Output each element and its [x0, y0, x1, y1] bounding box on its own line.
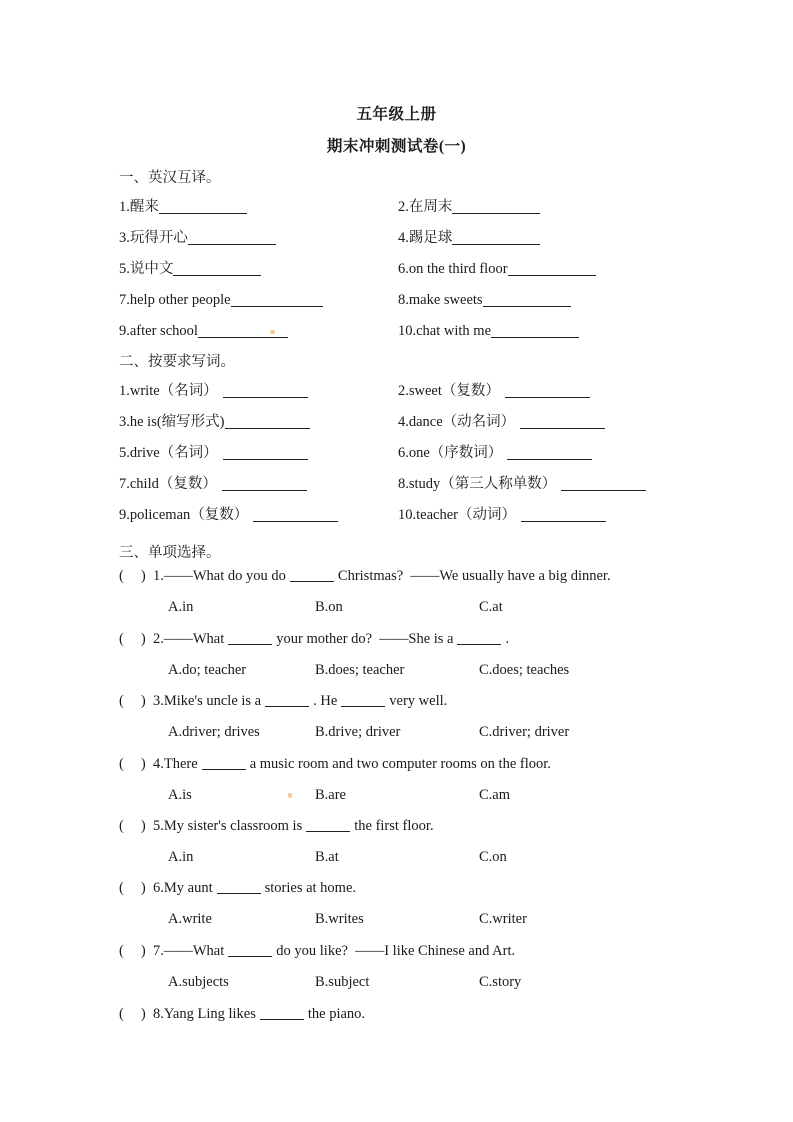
mc-question-4 — [119, 754, 551, 774]
mc-option-2-a[interactable]: A.do; teacher — [168, 662, 247, 678]
translation-item-2-label: 2.在周末 — [398, 199, 453, 215]
mc-question-8 — [119, 1004, 365, 1024]
answer-blank[interactable] — [507, 445, 592, 460]
translation-item-8-label: 8.make sweets — [398, 292, 483, 308]
word-form-item-1 — [119, 381, 308, 401]
word-form-row — [0, 474, 793, 505]
mc-question-3-stem-a: Mike's uncle is a — [163, 693, 262, 709]
mc-option-4-a[interactable]: A.is — [168, 787, 192, 803]
word-form-item-3 — [119, 412, 310, 432]
word-form-row — [0, 443, 793, 474]
mc-options-3 — [0, 722, 793, 746]
mc-question-7-number: 7. — [153, 943, 164, 959]
mc-question-8-number: 8. — [153, 1006, 164, 1022]
mc-option-3-a[interactable]: A.driver; drives — [168, 724, 260, 740]
mc-question-2-stem-c: ——She is a — [379, 631, 454, 647]
mc-question-1-stem-a: ——What do you do — [163, 568, 286, 584]
answer-blank[interactable] — [228, 631, 272, 645]
answer-blank[interactable] — [225, 414, 310, 429]
translation-item-7 — [119, 290, 323, 310]
mc-question-4-stem-a: There — [163, 756, 198, 772]
mc-option-7-a[interactable]: A.subjects — [168, 974, 229, 990]
mc-question-5-number: 5. — [153, 818, 164, 834]
translation-item-6 — [398, 259, 596, 279]
word-form-item-7-label: 7.child（复数） — [119, 476, 217, 492]
translation-item-9 — [119, 321, 288, 341]
answer-blank[interactable] — [253, 507, 338, 522]
mc-question-3-stem-c: very well. — [389, 693, 448, 709]
translation-item-5-label: 5.说中文 — [119, 261, 174, 277]
mc-question-6-number: 6. — [153, 880, 164, 896]
translation-item-3 — [119, 228, 276, 248]
mc-option-6-b[interactable]: B.writes — [315, 911, 364, 927]
answer-blank[interactable] — [228, 943, 272, 957]
word-form-item-9 — [119, 505, 338, 525]
word-form-item-4 — [398, 412, 605, 432]
translation-row — [0, 259, 793, 290]
translation-item-7-label: 7.help other people — [119, 292, 231, 308]
answer-bracket-1[interactable]: ( ) — [119, 568, 146, 584]
mc-options-2 — [0, 660, 793, 684]
mc-question-8-stem-a: Yang Ling likes — [163, 1006, 256, 1022]
answer-blank[interactable] — [508, 261, 596, 276]
mc-question-4-stem-b: a music room and two computer rooms on the floor. — [249, 756, 551, 772]
translation-item-2 — [398, 197, 540, 217]
translation-item-5 — [119, 259, 261, 279]
translation-item-1 — [119, 197, 247, 217]
answer-blank[interactable] — [341, 693, 385, 707]
word-form-item-1-label: 1.write（名词） — [119, 383, 218, 399]
mc-option-6-a[interactable]: A.write — [168, 911, 212, 927]
word-form-item-5-label: 5.drive（名词） — [119, 445, 218, 461]
word-form-item-6-label: 6.one（序数词） — [398, 445, 503, 461]
section-heading-translation: 一、英汉互译。 — [119, 170, 221, 186]
word-form-item-10-label: 10.teacher（动词） — [398, 507, 516, 523]
answer-blank[interactable] — [223, 445, 308, 460]
answer-blank[interactable] — [290, 568, 334, 582]
word-form-row — [0, 505, 793, 536]
mc-question-5-stem-a: My sister's classroom is — [163, 818, 303, 834]
mc-question-3 — [119, 691, 447, 711]
word-form-row — [0, 412, 793, 443]
word-form-item-8 — [398, 474, 646, 494]
mc-question-7-stem-b: do you like? — [276, 943, 348, 959]
answer-blank[interactable] — [260, 1006, 304, 1020]
mc-option-2-b[interactable]: B.does; teacher — [315, 662, 405, 678]
mc-option-7-c[interactable]: C.story — [479, 974, 522, 990]
mc-options-4 — [0, 785, 793, 809]
translation-row — [0, 228, 793, 259]
answer-blank[interactable] — [452, 230, 540, 245]
mc-option-3-c[interactable]: C.driver; driver — [479, 724, 570, 740]
mc-option-5-c[interactable]: C.on — [479, 849, 507, 865]
answer-blank[interactable] — [265, 693, 309, 707]
mc-question-3-number: 3. — [153, 693, 164, 709]
answer-bracket-2[interactable]: ( ) — [119, 631, 146, 647]
translation-item-10 — [398, 321, 579, 341]
mc-option-3-b[interactable]: B.drive; driver — [315, 724, 401, 740]
answer-blank[interactable] — [217, 880, 261, 894]
page-title-grade: 五年级上册 — [356, 106, 437, 123]
word-form-item-9-label: 9.policeman（复数） — [119, 507, 249, 523]
translation-row — [0, 321, 793, 352]
word-form-item-2 — [398, 381, 590, 401]
mc-option-7-b[interactable]: B.subject — [315, 974, 370, 990]
word-form-item-5 — [119, 443, 308, 463]
answer-blank[interactable] — [222, 476, 307, 491]
mc-question-7-stem-c: ——I like Chinese and Art. — [355, 943, 516, 959]
answer-bracket-8[interactable]: ( ) — [119, 1006, 146, 1022]
page-title-exam: 期末冲刺测试卷(一) — [326, 138, 467, 155]
answer-bracket-4[interactable]: ( ) — [119, 756, 146, 772]
answer-blank[interactable] — [173, 261, 261, 276]
word-form-item-7 — [119, 474, 307, 494]
section-heading-multiple-choice: 三、单项选择。 — [119, 545, 221, 561]
scan-artifact — [288, 793, 292, 798]
mc-question-6-stem-a: My aunt — [163, 880, 213, 896]
answer-blank[interactable] — [231, 292, 323, 307]
translation-item-9-label: 9.after school — [119, 323, 198, 339]
mc-option-2-c[interactable]: C.does; teaches — [479, 662, 570, 678]
answer-bracket-6[interactable]: ( ) — [119, 880, 146, 896]
scan-artifact — [270, 330, 275, 334]
answer-blank[interactable] — [306, 818, 350, 832]
word-form-item-2-label: 2.sweet（复数） — [398, 383, 500, 399]
mc-question-2-number: 2. — [153, 631, 164, 647]
mc-options-7 — [0, 972, 793, 996]
answer-bracket-5[interactable]: ( ) — [119, 818, 146, 834]
mc-question-7 — [119, 941, 515, 961]
word-form-item-10 — [398, 505, 606, 525]
mc-question-1 — [119, 566, 611, 586]
translation-item-6-label: 6.on the third floor — [398, 261, 508, 277]
answer-blank[interactable] — [223, 383, 308, 398]
answer-blank[interactable] — [521, 507, 606, 522]
mc-option-4-c[interactable]: C.am — [479, 787, 511, 803]
mc-question-1-stem-c: ——We usually have a big dinner. — [410, 568, 611, 584]
mc-question-6-stem-b: stories at home. — [264, 880, 357, 896]
answer-bracket-7[interactable]: ( ) — [119, 943, 146, 959]
mc-question-1-stem-b: Christmas? — [337, 568, 404, 584]
translation-item-4-label: 4.踢足球 — [398, 230, 453, 246]
mc-options-1 — [0, 597, 793, 621]
word-form-item-4-label: 4.dance（动名词） — [398, 414, 516, 430]
answer-blank[interactable] — [491, 323, 579, 338]
word-form-item-3-label: 3.he is(缩写形式) — [119, 414, 225, 430]
mc-option-5-a[interactable]: A.in — [168, 849, 194, 865]
translation-item-8 — [398, 290, 571, 310]
answer-blank[interactable] — [457, 631, 501, 645]
mc-question-2-stem-d: . — [505, 631, 510, 647]
answer-bracket-3[interactable]: ( ) — [119, 693, 146, 709]
mc-question-1-number: 1. — [153, 568, 164, 584]
answer-blank[interactable] — [561, 476, 646, 491]
mc-question-3-stem-b: . He — [313, 693, 338, 709]
mc-question-5-stem-b: the first floor. — [354, 818, 434, 834]
mc-options-6 — [0, 909, 793, 933]
translation-item-3-label: 3.玩得开心 — [119, 230, 188, 246]
mc-option-1-b[interactable]: B.on — [315, 599, 343, 615]
mc-question-4-number: 4. — [153, 756, 164, 772]
mc-option-1-a[interactable]: A.in — [168, 599, 194, 615]
mc-question-7-stem-a: ——What — [163, 943, 225, 959]
answer-blank[interactable] — [159, 199, 247, 214]
translation-row — [0, 197, 793, 228]
mc-option-6-c[interactable]: C.writer — [479, 911, 527, 927]
mc-question-2-stem-a: ——What — [163, 631, 225, 647]
mc-options-5 — [0, 847, 793, 871]
mc-option-4-b[interactable]: B.are — [315, 787, 346, 803]
mc-question-2-stem-b: your mother do? — [276, 631, 373, 647]
mc-question-2 — [119, 629, 509, 649]
word-form-row — [0, 381, 793, 412]
mc-option-1-c[interactable]: C.at — [479, 599, 503, 615]
answer-blank[interactable] — [188, 230, 276, 245]
translation-item-4 — [398, 228, 540, 248]
answer-blank[interactable] — [505, 383, 590, 398]
translation-item-10-label: 10.chat with me — [398, 323, 492, 339]
mc-question-8-stem-b: the piano. — [307, 1006, 366, 1022]
translation-item-1-label: 1.醒来 — [119, 199, 159, 215]
translation-row — [0, 290, 793, 321]
answer-blank[interactable] — [520, 414, 605, 429]
answer-blank[interactable] — [202, 756, 246, 770]
mc-question-5 — [119, 816, 434, 836]
answer-blank[interactable] — [483, 292, 571, 307]
section-heading-word-forms: 二、按要求写词。 — [119, 354, 235, 370]
word-form-item-6 — [398, 443, 592, 463]
mc-option-5-b[interactable]: B.at — [315, 849, 339, 865]
answer-blank[interactable] — [452, 199, 540, 214]
mc-question-6 — [119, 878, 356, 898]
word-form-item-8-label: 8.study（第三人称单数） — [398, 476, 557, 492]
